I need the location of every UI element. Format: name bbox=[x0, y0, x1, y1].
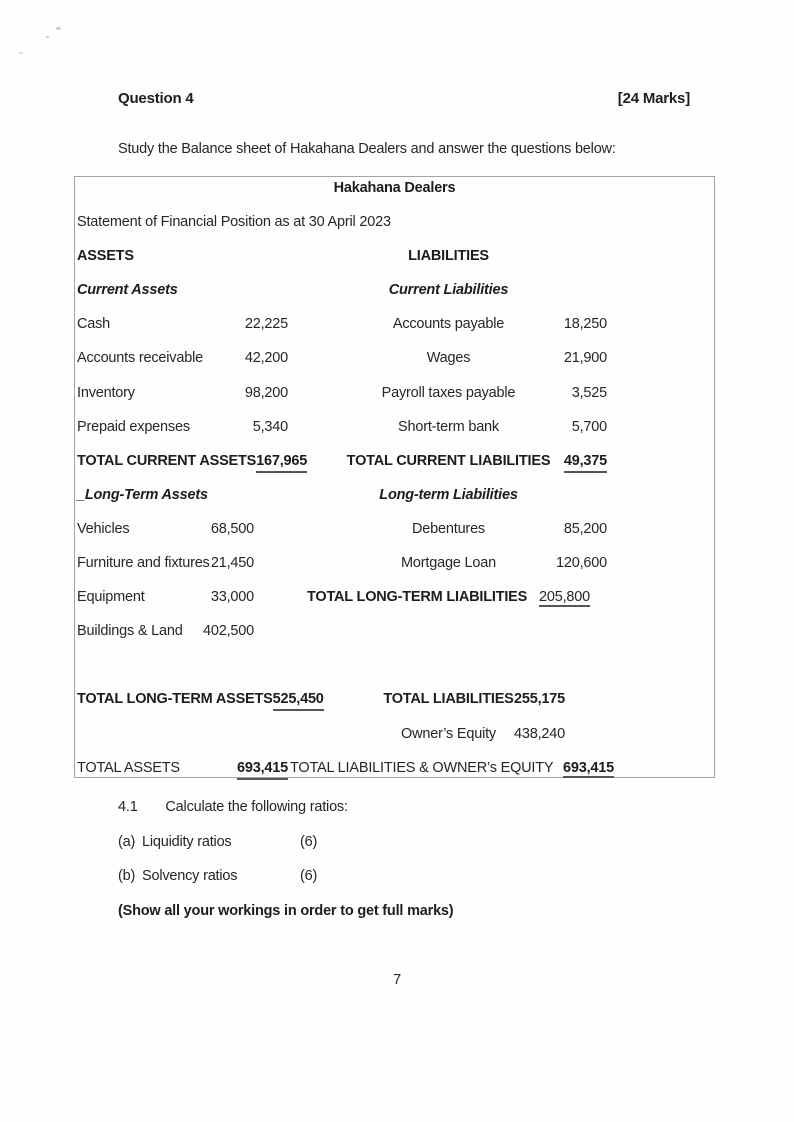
item-letter: (b) bbox=[118, 868, 136, 884]
asset-label: Vehicles bbox=[77, 520, 130, 537]
table-row bbox=[75, 418, 714, 452]
current-assets-label: Current Assets bbox=[77, 282, 178, 299]
asset-amount: 402,500 bbox=[202, 623, 254, 640]
liability-amount: 21,900 bbox=[563, 350, 607, 367]
asset-amount: 68,500 bbox=[210, 520, 254, 537]
asset-amount: 42,200 bbox=[244, 350, 288, 367]
total-current-assets-label: TOTAL CURRENT ASSETS bbox=[77, 452, 257, 469]
asset-amount: 33,000 bbox=[210, 589, 254, 606]
scan-speck bbox=[19, 52, 23, 54]
total-current-assets-amount: 167,965 bbox=[256, 452, 307, 473]
total-assets-label: TOTAL ASSETS bbox=[77, 759, 180, 776]
liability-amount: 120,600 bbox=[555, 555, 607, 572]
table-row bbox=[75, 452, 714, 486]
total-current-liabilities-amount: 49,375 bbox=[564, 452, 607, 473]
workings-note: (Show all your workings in order to get full marks) bbox=[118, 903, 454, 919]
item-label: Solvency ratios bbox=[142, 868, 238, 884]
asset-label: Cash bbox=[77, 316, 111, 333]
question-4-1 bbox=[118, 798, 348, 817]
table-row bbox=[75, 384, 714, 418]
total-long-term-assets-amount: 525,450 bbox=[273, 690, 324, 711]
question-prompt: Calculate the following ratios: bbox=[165, 799, 348, 815]
asset-label: Accounts receivable bbox=[77, 350, 203, 367]
liability-amount: 85,200 bbox=[563, 520, 607, 537]
total-liabilities-amount: 255,175 bbox=[513, 691, 565, 708]
table-row bbox=[75, 622, 714, 656]
long-term-liabilities-label: Long-term Liabilities bbox=[379, 486, 518, 503]
asset-amount: 22,225 bbox=[244, 316, 288, 333]
item-label: Liquidity ratios bbox=[142, 834, 232, 850]
table-row bbox=[75, 349, 714, 383]
grand-total-liabilities-amount: 693,415 bbox=[562, 759, 614, 776]
scan-speck bbox=[56, 27, 61, 30]
scan-speck bbox=[46, 36, 49, 38]
table-row bbox=[75, 759, 714, 793]
balance-sheet-table bbox=[74, 176, 715, 778]
asset-amount: 5,340 bbox=[252, 418, 288, 435]
asset-label: Buildings & Land bbox=[77, 623, 183, 640]
page-number: 7 bbox=[393, 972, 401, 988]
asset-label: Equipment bbox=[77, 589, 145, 606]
question-number: 4.1 bbox=[118, 799, 138, 815]
liability-amount: 5,700 bbox=[571, 418, 607, 435]
liability-label: Wages bbox=[426, 350, 471, 367]
table-row bbox=[75, 554, 714, 588]
company-name: Hakahana Dealers bbox=[333, 180, 456, 196]
balance-sheet-rows bbox=[75, 179, 714, 793]
asset-label: Inventory bbox=[77, 384, 135, 401]
liabilities-header: LIABILITIES bbox=[408, 248, 489, 265]
intro-text: Study the Balance sheet of Hakahana Dealers and answer the questions below: bbox=[118, 141, 616, 157]
total-long-term-liabilities-amount: 205,800 bbox=[538, 589, 590, 606]
liability-label: Mortgage Loan bbox=[401, 555, 496, 572]
grand-total-liabilities-label: TOTAL LIABILITIES & OWNER’s EQUITY bbox=[290, 759, 554, 776]
total-liabilities-label: TOTAL LIABILITIES bbox=[383, 691, 514, 708]
item-marks: (6) bbox=[300, 868, 318, 884]
asset-label: Furniture and fixtures bbox=[77, 555, 210, 572]
liability-label: Payroll taxes payable bbox=[381, 384, 516, 401]
table-row bbox=[75, 315, 714, 349]
total-current-liabilities-label: TOTAL CURRENT LIABILITIES bbox=[346, 452, 551, 469]
current-liabilities-label: Current Liabilities bbox=[388, 282, 509, 299]
liability-label: Accounts payable bbox=[392, 316, 505, 333]
total-assets-amount: 693,415 bbox=[237, 759, 288, 780]
table-row bbox=[75, 690, 714, 724]
total-long-term-liabilities-label: TOTAL LONG-TERM LIABILITIES bbox=[306, 589, 528, 606]
owners-equity-label: Owner’s Equity bbox=[401, 725, 496, 742]
statement-title: Statement of Financial Position as at 30 April 2023 bbox=[77, 214, 391, 231]
asset-label: Prepaid expenses bbox=[77, 418, 190, 435]
liability-amount: 18,250 bbox=[563, 316, 607, 333]
total-long-term-assets-label: TOTAL LONG-TERM ASSETS bbox=[77, 691, 273, 708]
marks-label: [24 Marks] bbox=[617, 90, 690, 107]
liability-amount: 3,525 bbox=[571, 384, 607, 401]
liability-label: Short-term bank bbox=[398, 418, 499, 435]
asset-amount: 98,200 bbox=[244, 384, 288, 401]
liability-label: Debentures bbox=[412, 520, 485, 537]
item-letter: (a) bbox=[118, 834, 136, 850]
table-row bbox=[75, 725, 714, 759]
question-title: Question 4 bbox=[118, 90, 194, 107]
owners-equity-amount: 438,240 bbox=[513, 725, 565, 742]
table-row bbox=[75, 588, 714, 622]
item-marks: (6) bbox=[300, 834, 318, 850]
asset-amount: 21,450 bbox=[210, 555, 254, 572]
table-row bbox=[75, 520, 714, 554]
long-term-assets-label: _Long-Term Assets bbox=[77, 486, 208, 503]
assets-header: ASSETS bbox=[77, 248, 134, 265]
